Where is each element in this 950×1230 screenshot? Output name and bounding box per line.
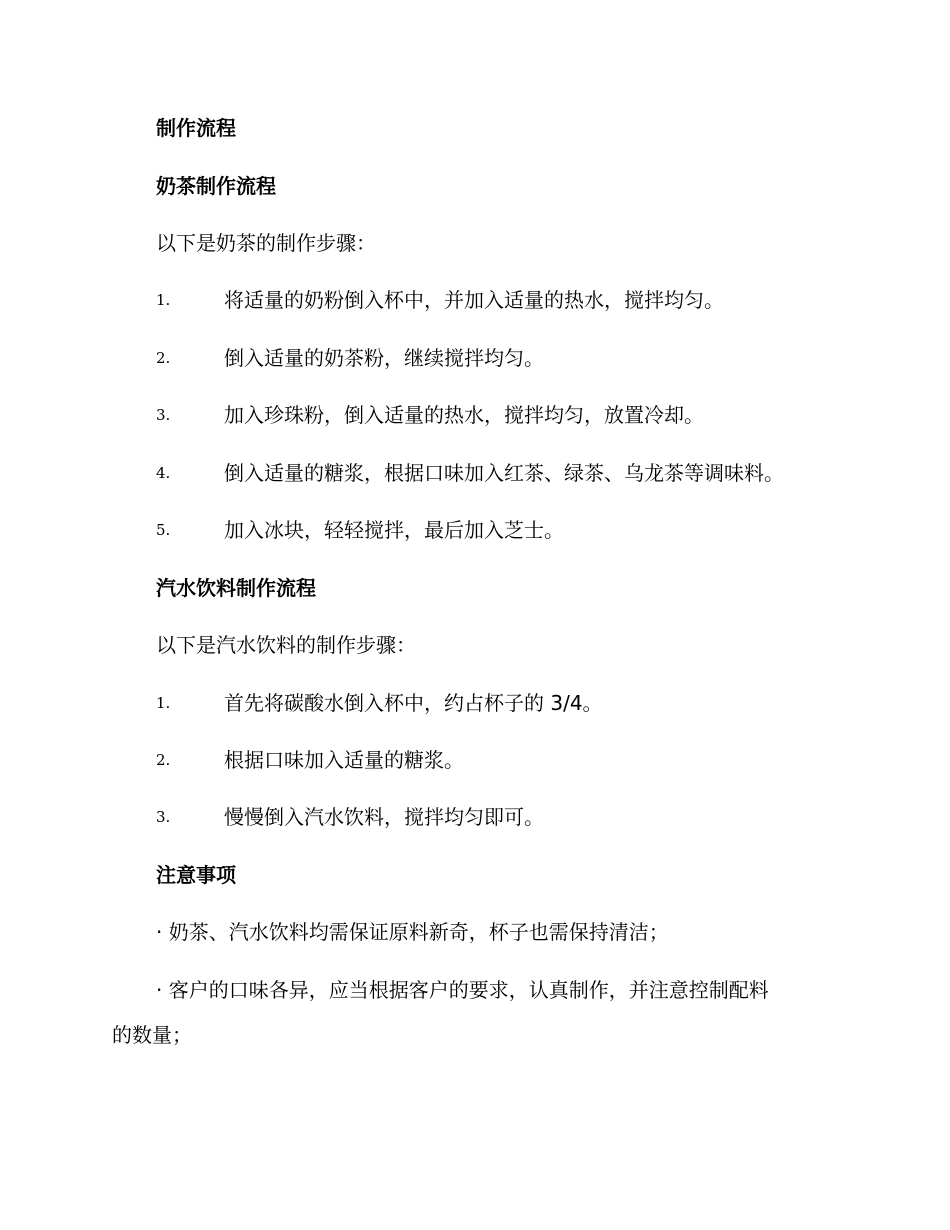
step-text: 将适量的奶粉倒入杯中，并加入适量的热水，搅拌均匀。	[224, 288, 724, 312]
step-text: 加入珍珠粉，倒入适量的热水，搅拌均匀，放置冷却。	[224, 403, 704, 427]
soda-heading: 汽水饮料制作流程	[156, 576, 316, 600]
milk-tea-intro: 以下是奶茶的制作步骤：	[156, 231, 376, 255]
step-number: 5.	[156, 521, 171, 539]
milk-tea-heading: 奶茶制作流程	[156, 174, 276, 198]
step-text: 慢慢倒入汽水饮料，搅拌均匀即可。	[224, 805, 544, 829]
soda-intro: 以下是汽水饮料的制作步骤：	[156, 633, 416, 657]
step-number: 3.	[156, 808, 171, 826]
notes-bullet-2: · 客户的口味各异，应当根据客户的要求，认真制作，并注意控制配料	[156, 978, 769, 1002]
notes-bullet-2-continued: 的数量；	[112, 1023, 192, 1047]
notes-bullet-1: · 奶茶、汽水饮料均需保证原料新奇，杯子也需保持清洁；	[156, 920, 669, 944]
step-text: 倒入适量的糖浆，根据口味加入红茶、绿茶、乌龙茶等调味料。	[224, 461, 784, 485]
step-number: 3.	[156, 406, 171, 424]
step-text: 根据口味加入适量的糖浆。	[224, 748, 464, 772]
step-number: 1.	[156, 291, 171, 309]
notes-heading: 注意事项	[156, 863, 236, 887]
step-number: 2.	[156, 349, 171, 367]
step-text: 首先将碳酸水倒入杯中，约占杯子的 3/4。	[224, 691, 603, 715]
step-number: 4.	[156, 464, 171, 482]
step-number: 2.	[156, 751, 171, 769]
page-title: 制作流程	[156, 116, 236, 140]
step-number: 1.	[156, 694, 171, 712]
step-text: 加入冰块，轻轻搅拌，最后加入芝士。	[224, 518, 564, 542]
step-text: 倒入适量的奶茶粉，继续搅拌均匀。	[224, 346, 544, 370]
